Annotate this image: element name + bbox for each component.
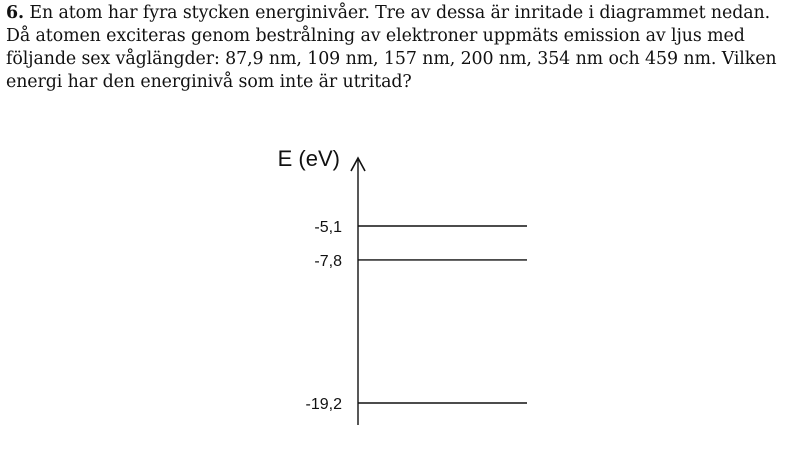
question-number: 6. [6,3,24,23]
energy-level-label: -19,2 [305,396,342,413]
question-body: En atom har fyra stycken energinivåer. Tre av dessa är inritade i diagrammet nedan. Då atomen exciteras genom bestrålning av elektroner uppmäts emission av ljus med följande sex våglängder: 87,9 nm, 109 nm, 157 nm, 200 nm, 354 nm och 459 nm. Vilken energi har den energinivå som inte är utritad? [6,3,777,92]
axis-label: E (eV) [277,146,340,171]
energy-level-label: -7,8 [314,252,342,270]
energy-levels [306,219,527,413]
energy-level-label: -5,1 [314,219,342,236]
